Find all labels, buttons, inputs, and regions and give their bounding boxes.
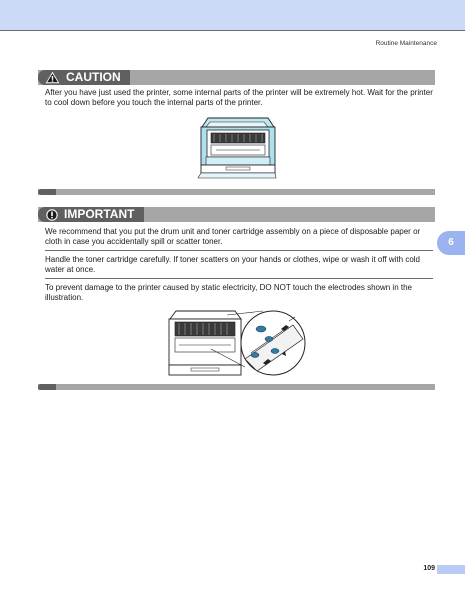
important-paragraph-2: Handle the toner cartridge carefully. If toner scatters on your hands or clothes, wipe or wash it off with cold water at once. — [45, 255, 421, 274]
important-divider-2 — [45, 278, 433, 279]
header-band — [0, 0, 465, 30]
page-number: 109 — [423, 565, 435, 572]
caution-footer — [38, 189, 435, 195]
important-footer-pill — [38, 384, 56, 390]
caution-text: After you have just used the printer, some internal parts of the printer will be extremely hot. Wait for the printer to cool down before you touch the internal parts of the printer. — [45, 88, 433, 107]
important-exclamation-icon — [46, 209, 58, 221]
important-footer — [38, 384, 435, 390]
drum-electrodes-illustration — [165, 307, 313, 379]
important-paragraph-3: To prevent damage to the printer caused by static electricity, DO NOT touch the electrodes shown in the illustration. — [45, 283, 412, 302]
section-title: Routine Maintenance — [375, 40, 437, 47]
important-header — [38, 207, 435, 222]
caution-header — [38, 70, 435, 85]
important-heading: IMPORTANT — [64, 207, 135, 221]
warning-triangle-icon — [45, 71, 60, 84]
printer-open-illustration — [196, 113, 278, 179]
header-rule — [0, 30, 465, 31]
important-paragraph-1: We recommend that you put the drum unit and toner cartridge assembly on a piece of disposable paper or cloth in case you accidentally spill or scatter toner. — [45, 227, 421, 246]
chapter-tab: 6 — [437, 231, 465, 255]
page-number-tab — [437, 565, 465, 574]
caution-footer-pill — [38, 189, 56, 195]
important-divider-1 — [45, 250, 433, 251]
caution-heading: CAUTION — [66, 70, 121, 84]
